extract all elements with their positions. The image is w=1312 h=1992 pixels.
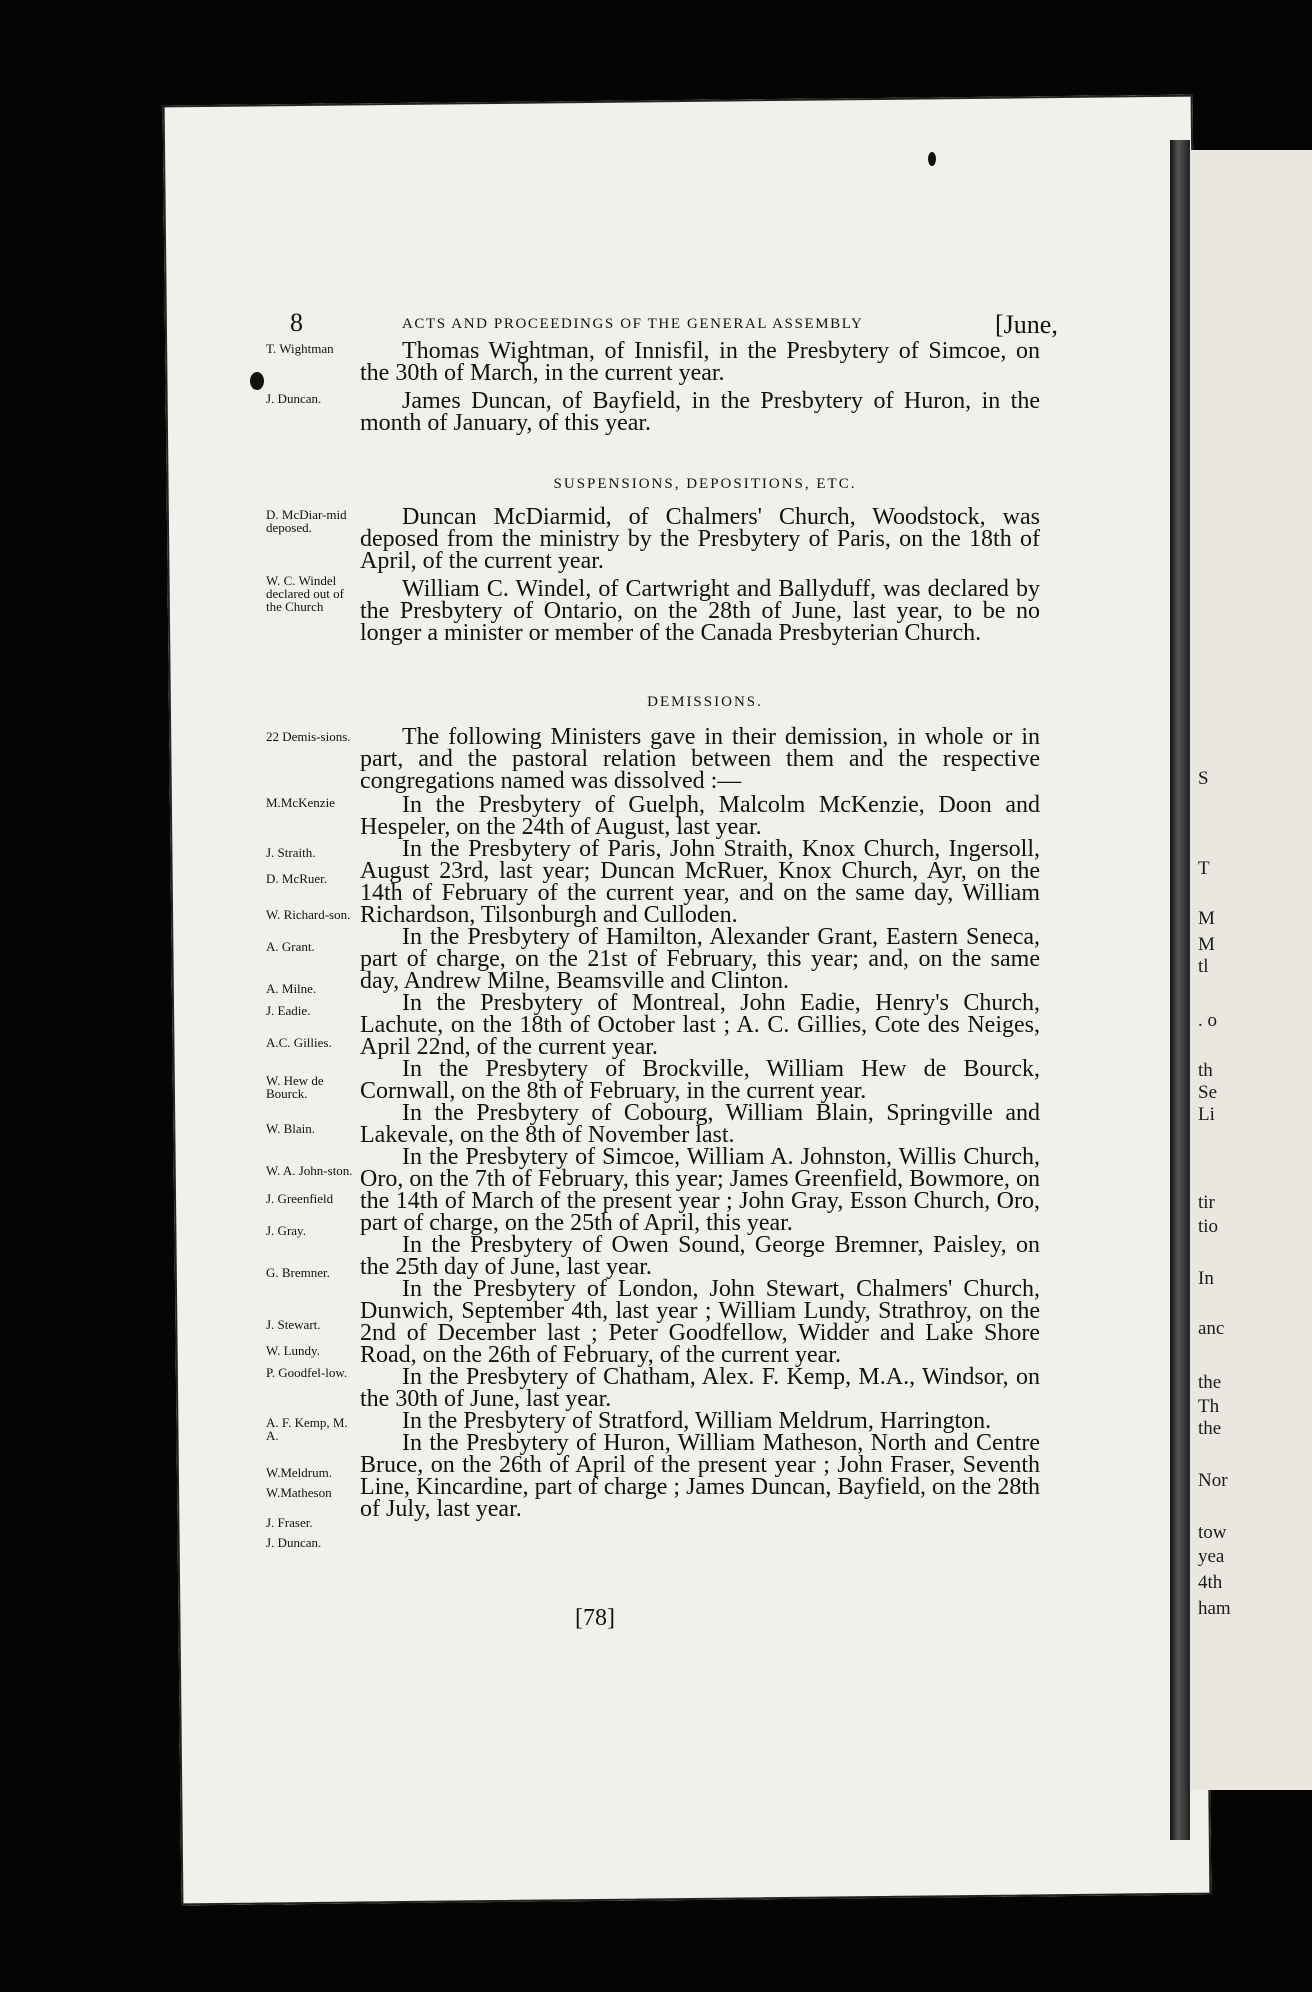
margin-note: M.McKenzie [266, 795, 335, 810]
margin-note: J. Stewart. [266, 1317, 321, 1332]
ink-blot [928, 152, 936, 166]
facing-page [1190, 150, 1312, 1790]
paragraph: James Duncan, of Bayfield, in the Presbytery of Huron, in the month of January, of this year. [360, 388, 1040, 436]
paragraph: Duncan McDiarmid, of Chalmers' Church, Woodstock, was deposed from the ministry by the Presbytery of Paris, on the 18th of April, of the current year. [360, 504, 1040, 574]
margin-note: W. C. Windel declared out of the Church [266, 573, 344, 614]
margin-note: J. Fraser. [266, 1515, 313, 1530]
paragraph: In the Presbytery of Stratford, William Meldrum, Harrington. [402, 1408, 992, 1434]
paragraph: In the Presbytery of Paris, John Straith, Knox Church, Ingersoll, August 23rd, last year; Duncan McRuer, Knox Church, Ayr, on the 14th of February of the current year, and on the same day, William Richardson, Tilsonburgh and Culloden. [360, 836, 1040, 928]
section-heading-suspensions: SUSPENSIONS, DEPOSITIONS, ETC. [553, 476, 857, 492]
margin-note: W. Blain. [266, 1121, 315, 1136]
margin-note: J. Straith. [266, 845, 316, 860]
margin-note: A. F. Kemp, M. A. [266, 1415, 348, 1443]
margin-note: G. Bremner. [266, 1265, 330, 1280]
paragraph: In the Presbytery of Simcoe, William A. Johnston, Willis Church, Oro, on the 7th of February, this year; James Greenfield, Bowmore, on the 14th of March of the present year ; John Gray, Esson Church, Oro, part of charge, on the 25th of April, this year. [360, 1144, 1040, 1236]
section-heading-demissions: DEMISSIONS. [647, 694, 763, 710]
facing-fragment: yea [1198, 1546, 1225, 1567]
margin-note: W. Hew de Bourck. [266, 1073, 324, 1101]
margin-note: 22 Demis-sions. [266, 729, 351, 744]
margin-note: J. Duncan. [266, 391, 322, 406]
paragraph: William C. Windel, of Cartwright and Ballyduff, was declared by the Presbytery of Ontario, on the 28th of June, last year, to be no longer a minister or member of the Canada Presbyterian Church. [360, 576, 1040, 646]
margin-note: J. Greenfield [266, 1191, 334, 1206]
facing-fragment: M [1198, 934, 1215, 955]
facing-fragment: tow [1198, 1522, 1227, 1543]
running-title: ACTS AND PROCEEDINGS OF THE GENERAL ASSEMBLY [402, 316, 864, 332]
margin-note: W. Richard-son. [266, 907, 351, 922]
facing-fragment: anc [1198, 1318, 1225, 1339]
facing-fragment: Nor [1198, 1470, 1228, 1491]
facing-fragment: M [1198, 908, 1215, 929]
facing-fragment: . o [1198, 1010, 1217, 1031]
paragraph: In the Presbytery of Hamilton, Alexander Grant, Eastern Seneca, part of charge, on the 21st of February, this year; and, on the same day, Andrew Milne, Beamsville and Clinton. [360, 924, 1040, 994]
margin-note: W.Matheson [266, 1485, 332, 1500]
paragraph: In the Presbytery of Huron, William Matheson, North and Centre Bruce, on the 26th of April of the present year ; John Fraser, Seventh Line, Kincardine, part of charge ; James Duncan, Bayfield, on the 28th of July, last year. [360, 1430, 1041, 1522]
margin-note: P. Goodfel-low. [266, 1365, 348, 1380]
facing-fragment: the [1198, 1372, 1222, 1393]
margin-note: D. McRuer. [266, 871, 328, 886]
facing-fragment: Th [1198, 1396, 1220, 1417]
margin-note: J. Duncan. [266, 1535, 322, 1550]
paragraph: In the Presbytery of Chatham, Alex. F. Kemp, M.A., Windsor, on the 30th of June, last year. [360, 1364, 1040, 1412]
facing-fragment: S [1198, 768, 1209, 789]
margin-note: J. Gray. [266, 1223, 306, 1238]
paragraph: In the Presbytery of London, John Stewart, Chalmers' Church, Dunwich, September 4th, last year ; William Lundy, Strathroy, on the 2nd of December last ; Peter Goodfellow, Widder and Lake Shore Road, on the 26th of February, of the current year. [360, 1276, 1040, 1368]
ink-blot [250, 372, 264, 390]
facing-fragment: th [1198, 1060, 1213, 1081]
margin-note: A. Grant. [266, 939, 315, 954]
margin-note: D. McDiar-mid deposed. [266, 507, 347, 535]
paragraph: In the Presbytery of Montreal, John Eadie, Henry's Church, Lachute, on the 18th of October last ; A. C. Gillies, Cote des Neiges, April 22nd, of the current year. [360, 990, 1040, 1060]
facing-fragment: T [1198, 858, 1210, 879]
margin-note: W. Lundy. [266, 1343, 320, 1358]
paragraph: Thomas Wightman, of Innisfil, in the Presbytery of Simcoe, on the 30th of March, in the current year. [360, 338, 1040, 386]
margin-note: W.Meldrum. [266, 1465, 332, 1480]
facing-fragment: 4th [1198, 1572, 1223, 1593]
facing-fragment: tl [1198, 956, 1209, 977]
folio-number: [78] [575, 1605, 615, 1631]
facing-fragment: ham [1198, 1598, 1231, 1619]
margin-note: T. Wightman [266, 341, 334, 356]
page-number: 8 [290, 308, 303, 337]
margin-note: A. Milne. [266, 981, 317, 996]
facing-fragment: Li [1198, 1104, 1215, 1125]
paragraph: In the Presbytery of Cobourg, William Blain, Springville and Lakevale, on the 8th of November last. [360, 1100, 1040, 1148]
facing-fragment: tio [1198, 1216, 1219, 1237]
facing-fragment: In [1198, 1268, 1214, 1289]
paragraph: In the Presbytery of Brockville, William Hew de Bourck, Cornwall, on the 8th of February, in the current year. [360, 1056, 1040, 1104]
margin-note: A.C. Gillies. [266, 1035, 332, 1050]
running-month: [June, [995, 310, 1058, 339]
facing-fragment: tir [1198, 1192, 1215, 1213]
paragraph: The following Ministers gave in their demission, in whole or in part, and the pastoral relation between them and the respective congregations named was dissolved :— [360, 724, 1040, 794]
paragraph: In the Presbytery of Owen Sound, George Bremner, Paisley, on the 25th day of June, last year. [360, 1232, 1040, 1280]
paragraph: In the Presbytery of Guelph, Malcolm McKenzie, Doon and Hespeler, on the 24th of August, last year. [360, 792, 1040, 840]
margin-note: J. Eadie. [266, 1003, 311, 1018]
facing-fragment: the [1198, 1418, 1222, 1439]
facing-fragment: Se [1198, 1082, 1217, 1103]
margin-note: W. A. John-ston. [266, 1163, 353, 1178]
book-gutter [1170, 140, 1190, 1840]
